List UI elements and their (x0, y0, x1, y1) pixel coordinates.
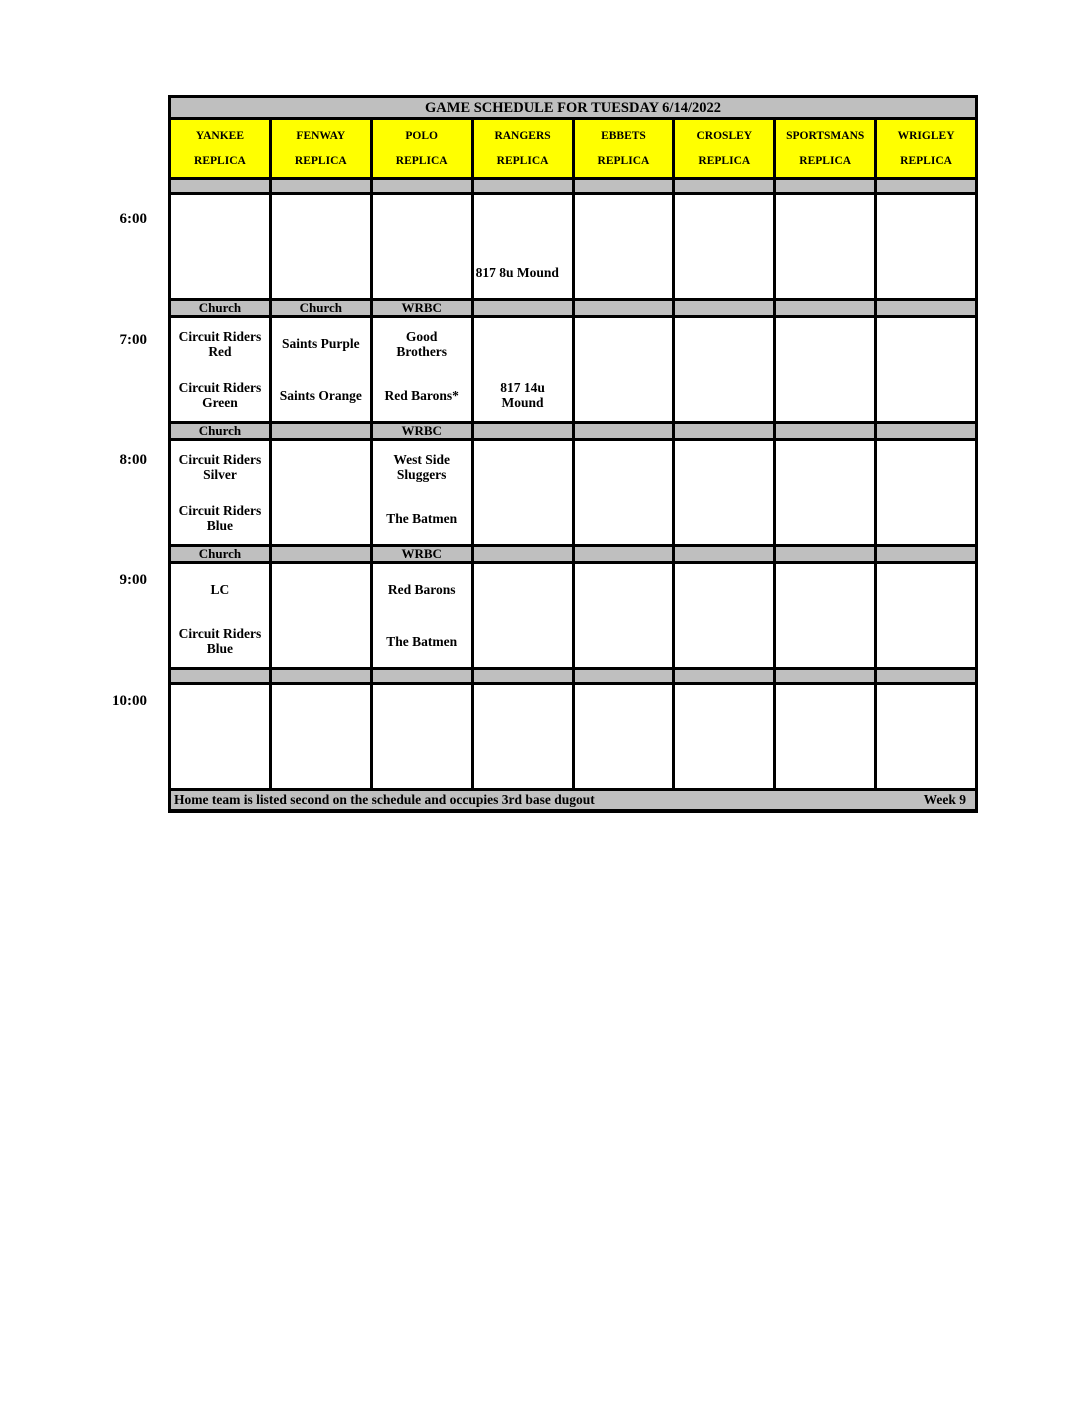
band-cell (775, 300, 876, 317)
home-team-note: Home team is listed second on the schedule and occupies 3rd base dugout (174, 791, 595, 807)
game-cell-7-polo (371, 317, 472, 423)
game-cell-10-rangers (472, 684, 573, 790)
time-label-8: 8:00 (119, 452, 147, 468)
game-cell-8-crosley (674, 440, 775, 546)
game-cell-8-ebbets (573, 440, 674, 546)
band-cell (775, 179, 876, 194)
field-header-crosley (674, 119, 775, 179)
field-type: REPLICA (698, 155, 751, 167)
band-cell (674, 300, 775, 317)
away-team: Saints Purple (281, 336, 360, 352)
band-cell (270, 179, 371, 194)
field-type: REPLICA (900, 155, 952, 167)
field-name: SPORTSMANS (786, 130, 865, 142)
band-cell (775, 423, 876, 440)
game-cell-7-yankee (170, 317, 271, 423)
game-cell-9-ebbets (573, 563, 674, 669)
schedule-title: GAME SCHEDULE FOR TUESDAY 6/14/2022 (170, 97, 977, 119)
band-cell (674, 179, 775, 194)
footer-cell (170, 790, 977, 811)
time-label-7: 7:00 (119, 332, 147, 348)
game-cell-6-ebbets (573, 194, 674, 300)
game-cell-8-wrigley (876, 440, 977, 546)
game-cell-8-yankee (170, 440, 271, 546)
field-note: 817 8u Mound (475, 264, 559, 280)
band-cell (270, 423, 371, 440)
game-cell-9-sportsmans (775, 563, 876, 669)
band-cell (674, 669, 775, 684)
band-6-7 (170, 300, 977, 317)
field-name: WRIGLEY (897, 130, 955, 142)
week-badge: Week 9 (923, 791, 966, 807)
field-header-ebbets (573, 119, 674, 179)
home-team: The Batmen (386, 633, 458, 649)
band-cell (573, 546, 674, 563)
band-cell (270, 669, 371, 684)
band-cell (674, 423, 775, 440)
home-team: Circuit Riders Green (178, 380, 262, 411)
away-team: Red Barons (387, 582, 456, 598)
field-type: REPLICA (799, 155, 852, 167)
band-cell (472, 300, 573, 317)
game-cell-6-wrigley (876, 194, 977, 300)
home-team: The Batmen (386, 510, 458, 526)
game-cell-7-sportsmans (775, 317, 876, 423)
away-team: West Side Sluggers (393, 451, 450, 482)
game-cell-7-rangers (472, 317, 573, 423)
field-type: REPLICA (194, 155, 246, 167)
game-schedule-table (168, 95, 978, 813)
game-cell-6-rangers (472, 194, 573, 300)
band-header-6 (170, 179, 977, 194)
band-cell-yankee: Church (170, 546, 271, 563)
band-cell (775, 669, 876, 684)
game-cell-9-fenway (270, 563, 371, 669)
field-name: EBBETS (601, 130, 646, 142)
band-cell-fenway: Church (270, 300, 371, 317)
band-cell (573, 300, 674, 317)
game-cell-9-rangers (472, 563, 573, 669)
game-cell-6-fenway (270, 194, 371, 300)
band-cell-polo: WRBC (371, 546, 472, 563)
game-cell-8-polo (371, 440, 472, 546)
game-cell-8-fenway (270, 440, 371, 546)
game-cell-10-ebbets (573, 684, 674, 790)
band-cell-polo: WRBC (371, 300, 472, 317)
home-team: Saints Orange (279, 387, 362, 403)
band-cell-yankee: Church (170, 300, 271, 317)
band-7-8 (170, 423, 977, 440)
game-cell-7-wrigley (876, 317, 977, 423)
band-cell (876, 179, 977, 194)
field-type: REPLICA (496, 155, 549, 167)
field-note: 817 14u Mound (500, 380, 545, 411)
slot-row-6 (170, 194, 977, 300)
band-cell (270, 546, 371, 563)
band-cell-yankee: Church (170, 423, 271, 440)
slot-row-7 (170, 317, 977, 423)
time-label-9: 9:00 (119, 572, 147, 588)
band-8-9 (170, 546, 977, 563)
time-label-6: 6:00 (119, 211, 147, 227)
field-name: RANGERS (494, 130, 551, 142)
game-cell-8-sportsmans (775, 440, 876, 546)
game-cell-7-ebbets (573, 317, 674, 423)
away-team: Circuit Riders Silver (178, 451, 262, 482)
away-team: Circuit Riders Red (178, 328, 262, 359)
field-name: YANKEE (195, 130, 245, 142)
footer-band (170, 790, 977, 811)
game-cell-10-sportsmans (775, 684, 876, 790)
field-type: REPLICA (597, 155, 650, 167)
band-cell (472, 423, 573, 440)
game-cell-10-wrigley (876, 684, 977, 790)
field-header-wrigley (876, 119, 977, 179)
band-cell-polo: WRBC (371, 423, 472, 440)
band-cell (674, 546, 775, 563)
slot-row-8 (170, 440, 977, 546)
band-cell (876, 300, 977, 317)
slot-row-10 (170, 684, 977, 790)
field-name: POLO (405, 130, 438, 142)
band-cell (170, 669, 271, 684)
game-cell-6-crosley (674, 194, 775, 300)
field-header-sportsmans (775, 119, 876, 179)
band-cell (170, 179, 271, 194)
band-cell (876, 423, 977, 440)
game-cell-8-rangers (472, 440, 573, 546)
game-cell-9-yankee (170, 563, 271, 669)
game-cell-10-polo (371, 684, 472, 790)
field-header-yankee (170, 119, 271, 179)
away-team: LC (210, 582, 230, 598)
field-name: FENWAY (296, 130, 346, 142)
field-name: CROSLEY (696, 130, 753, 142)
band-cell (876, 546, 977, 563)
band-cell (371, 669, 472, 684)
game-cell-9-wrigley (876, 563, 977, 669)
home-team: Red Barons* (384, 387, 459, 403)
band-cell (371, 179, 472, 194)
field-type: REPLICA (294, 155, 347, 167)
field-header-fenway (270, 119, 371, 179)
game-cell-7-fenway (270, 317, 371, 423)
band-cell (472, 669, 573, 684)
field-header-polo (371, 119, 472, 179)
band-cell (573, 423, 674, 440)
game-cell-10-yankee (170, 684, 271, 790)
game-cell-9-polo (371, 563, 472, 669)
game-cell-10-fenway (270, 684, 371, 790)
away-team: Good Brothers (396, 328, 448, 359)
game-cell-6-sportsmans (775, 194, 876, 300)
band-cell (573, 179, 674, 194)
field-type: REPLICA (395, 155, 448, 167)
band-cell (573, 669, 674, 684)
game-cell-7-crosley (674, 317, 775, 423)
field-header-rangers (472, 119, 573, 179)
slot-row-9 (170, 563, 977, 669)
time-label-10: 10:00 (112, 693, 147, 709)
band-9-10 (170, 669, 977, 684)
band-cell (472, 546, 573, 563)
game-cell-10-crosley (674, 684, 775, 790)
band-cell (876, 669, 977, 684)
home-team: Circuit Riders Blue (178, 626, 262, 657)
game-cell-6-yankee (170, 194, 271, 300)
game-cell-9-crosley (674, 563, 775, 669)
band-cell (775, 546, 876, 563)
game-cell-6-polo (371, 194, 472, 300)
home-team: Circuit Riders Blue (178, 503, 262, 534)
band-cell (472, 179, 573, 194)
